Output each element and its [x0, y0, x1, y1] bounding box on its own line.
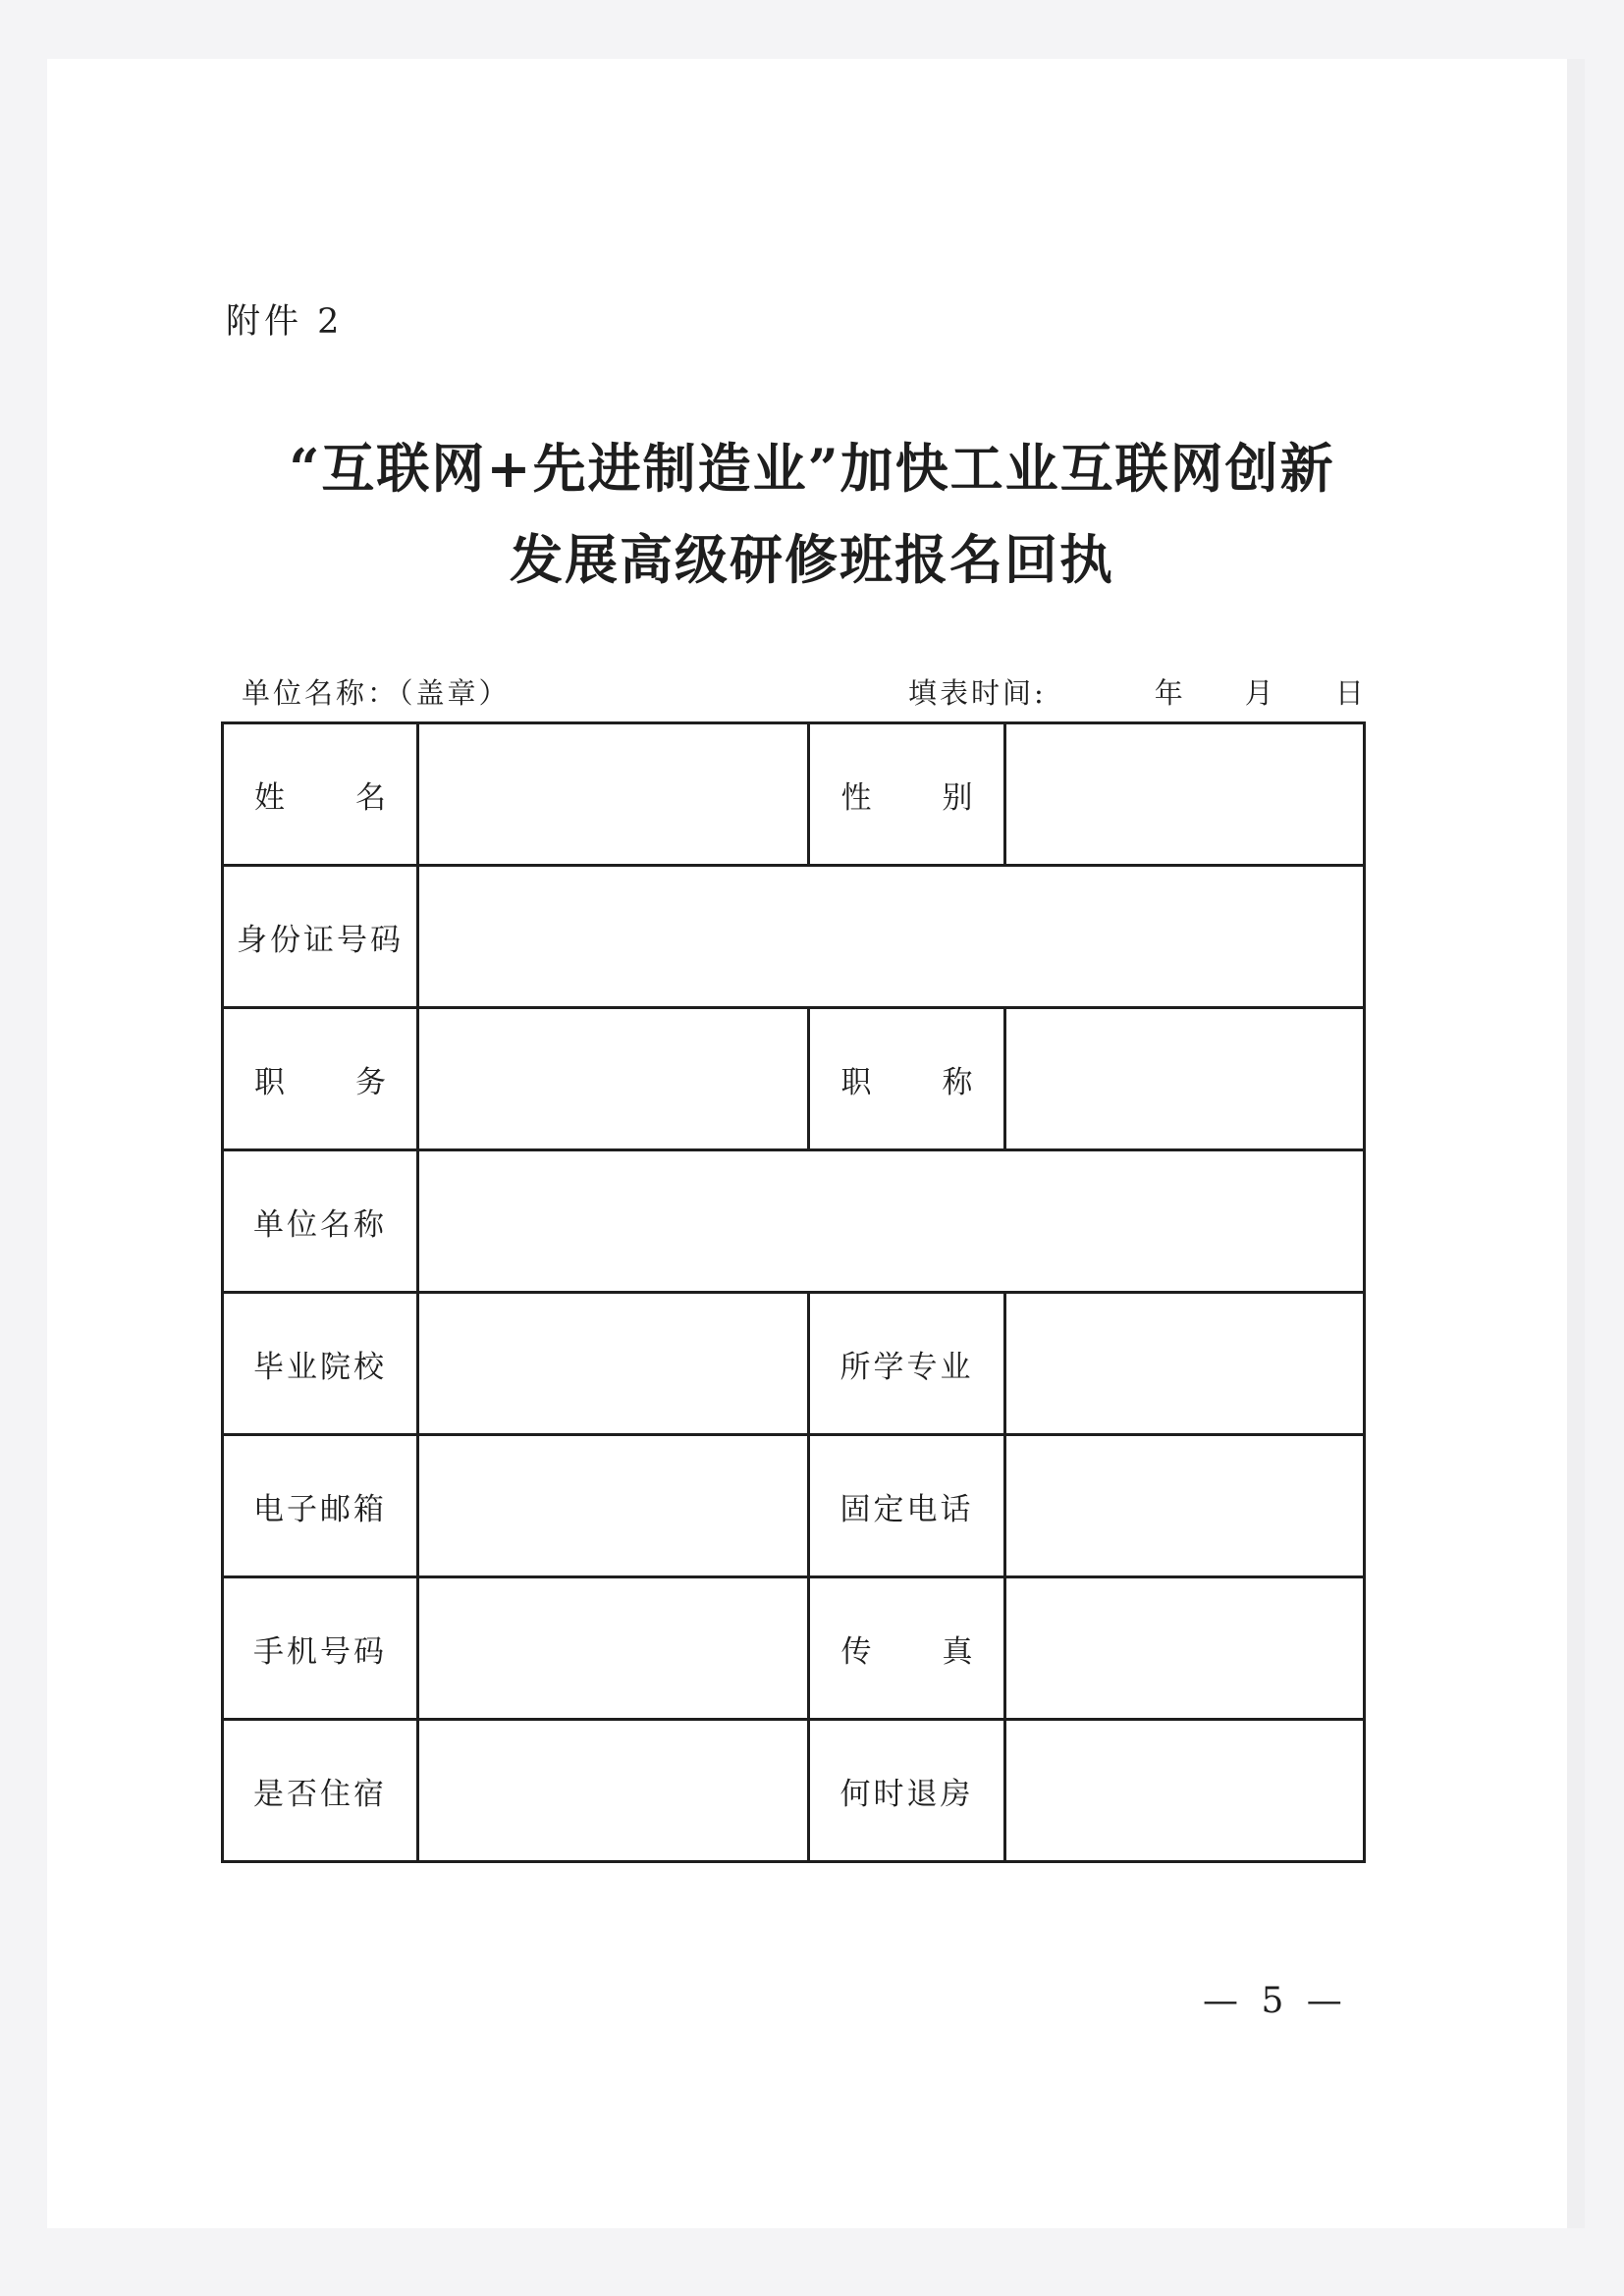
email-field[interactable] — [418, 1435, 809, 1577]
table-row — [223, 723, 1365, 866]
page-number: — 5 — — [1203, 1981, 1348, 2021]
unit-stamp-label: 单位名称：（盖章） — [242, 676, 511, 710]
checkout-field[interactable] — [1005, 1720, 1365, 1862]
id-number-field[interactable] — [418, 866, 1365, 1008]
major-field[interactable] — [1005, 1293, 1365, 1435]
position-field[interactable] — [418, 1008, 809, 1150]
major-label: 所学专业 — [809, 1293, 1005, 1435]
landline-label: 固定电话 — [809, 1435, 1005, 1577]
fax-field[interactable] — [1005, 1577, 1365, 1720]
month-label: 月 — [1244, 676, 1276, 710]
gender-field[interactable] — [1005, 723, 1365, 866]
table-row — [223, 866, 1365, 1008]
fill-time — [908, 671, 1367, 712]
landline-field[interactable] — [1005, 1435, 1365, 1577]
table-row — [223, 1008, 1365, 1150]
gender-label: 性 别 — [809, 723, 1005, 866]
email-label: 电子邮箱 — [223, 1435, 418, 1577]
table-row — [223, 1293, 1365, 1435]
mobile-label: 手机号码 — [223, 1577, 418, 1720]
school-field[interactable] — [418, 1293, 809, 1435]
title-line-1: “互联网+先进制造业”加快工业互联网创新 — [289, 437, 1335, 500]
id-number-label: 身份证号码 — [223, 866, 418, 1008]
position-label: 职 务 — [223, 1008, 418, 1150]
name-field[interactable] — [418, 723, 809, 866]
name-label: 姓 名 — [223, 723, 418, 866]
fax-label: 传 真 — [809, 1577, 1005, 1720]
table-row — [223, 1150, 1365, 1293]
table-row — [223, 1435, 1365, 1577]
accommodation-label: 是否住宿 — [223, 1720, 418, 1862]
mobile-field[interactable] — [418, 1577, 809, 1720]
school-label: 毕业院校 — [223, 1293, 418, 1435]
year-label: 年 — [1154, 676, 1186, 710]
attachment-label: 附件 2 — [226, 302, 344, 342]
title-line-2: 发展高级研修班报名回执 — [510, 528, 1114, 591]
fill-time-label: 填表时间: — [908, 676, 1047, 710]
unit-name-label: 单位名称 — [223, 1150, 418, 1293]
unit-name-field[interactable] — [418, 1150, 1365, 1293]
table-row — [223, 1577, 1365, 1720]
table-row — [223, 1720, 1365, 1862]
registration-form-table — [221, 721, 1366, 1863]
day-label: 日 — [1334, 676, 1367, 710]
checkout-label: 何时退房 — [809, 1720, 1005, 1862]
job-title-field[interactable] — [1005, 1008, 1365, 1150]
job-title-label: 职 称 — [809, 1008, 1005, 1150]
accommodation-field[interactable] — [418, 1720, 809, 1862]
